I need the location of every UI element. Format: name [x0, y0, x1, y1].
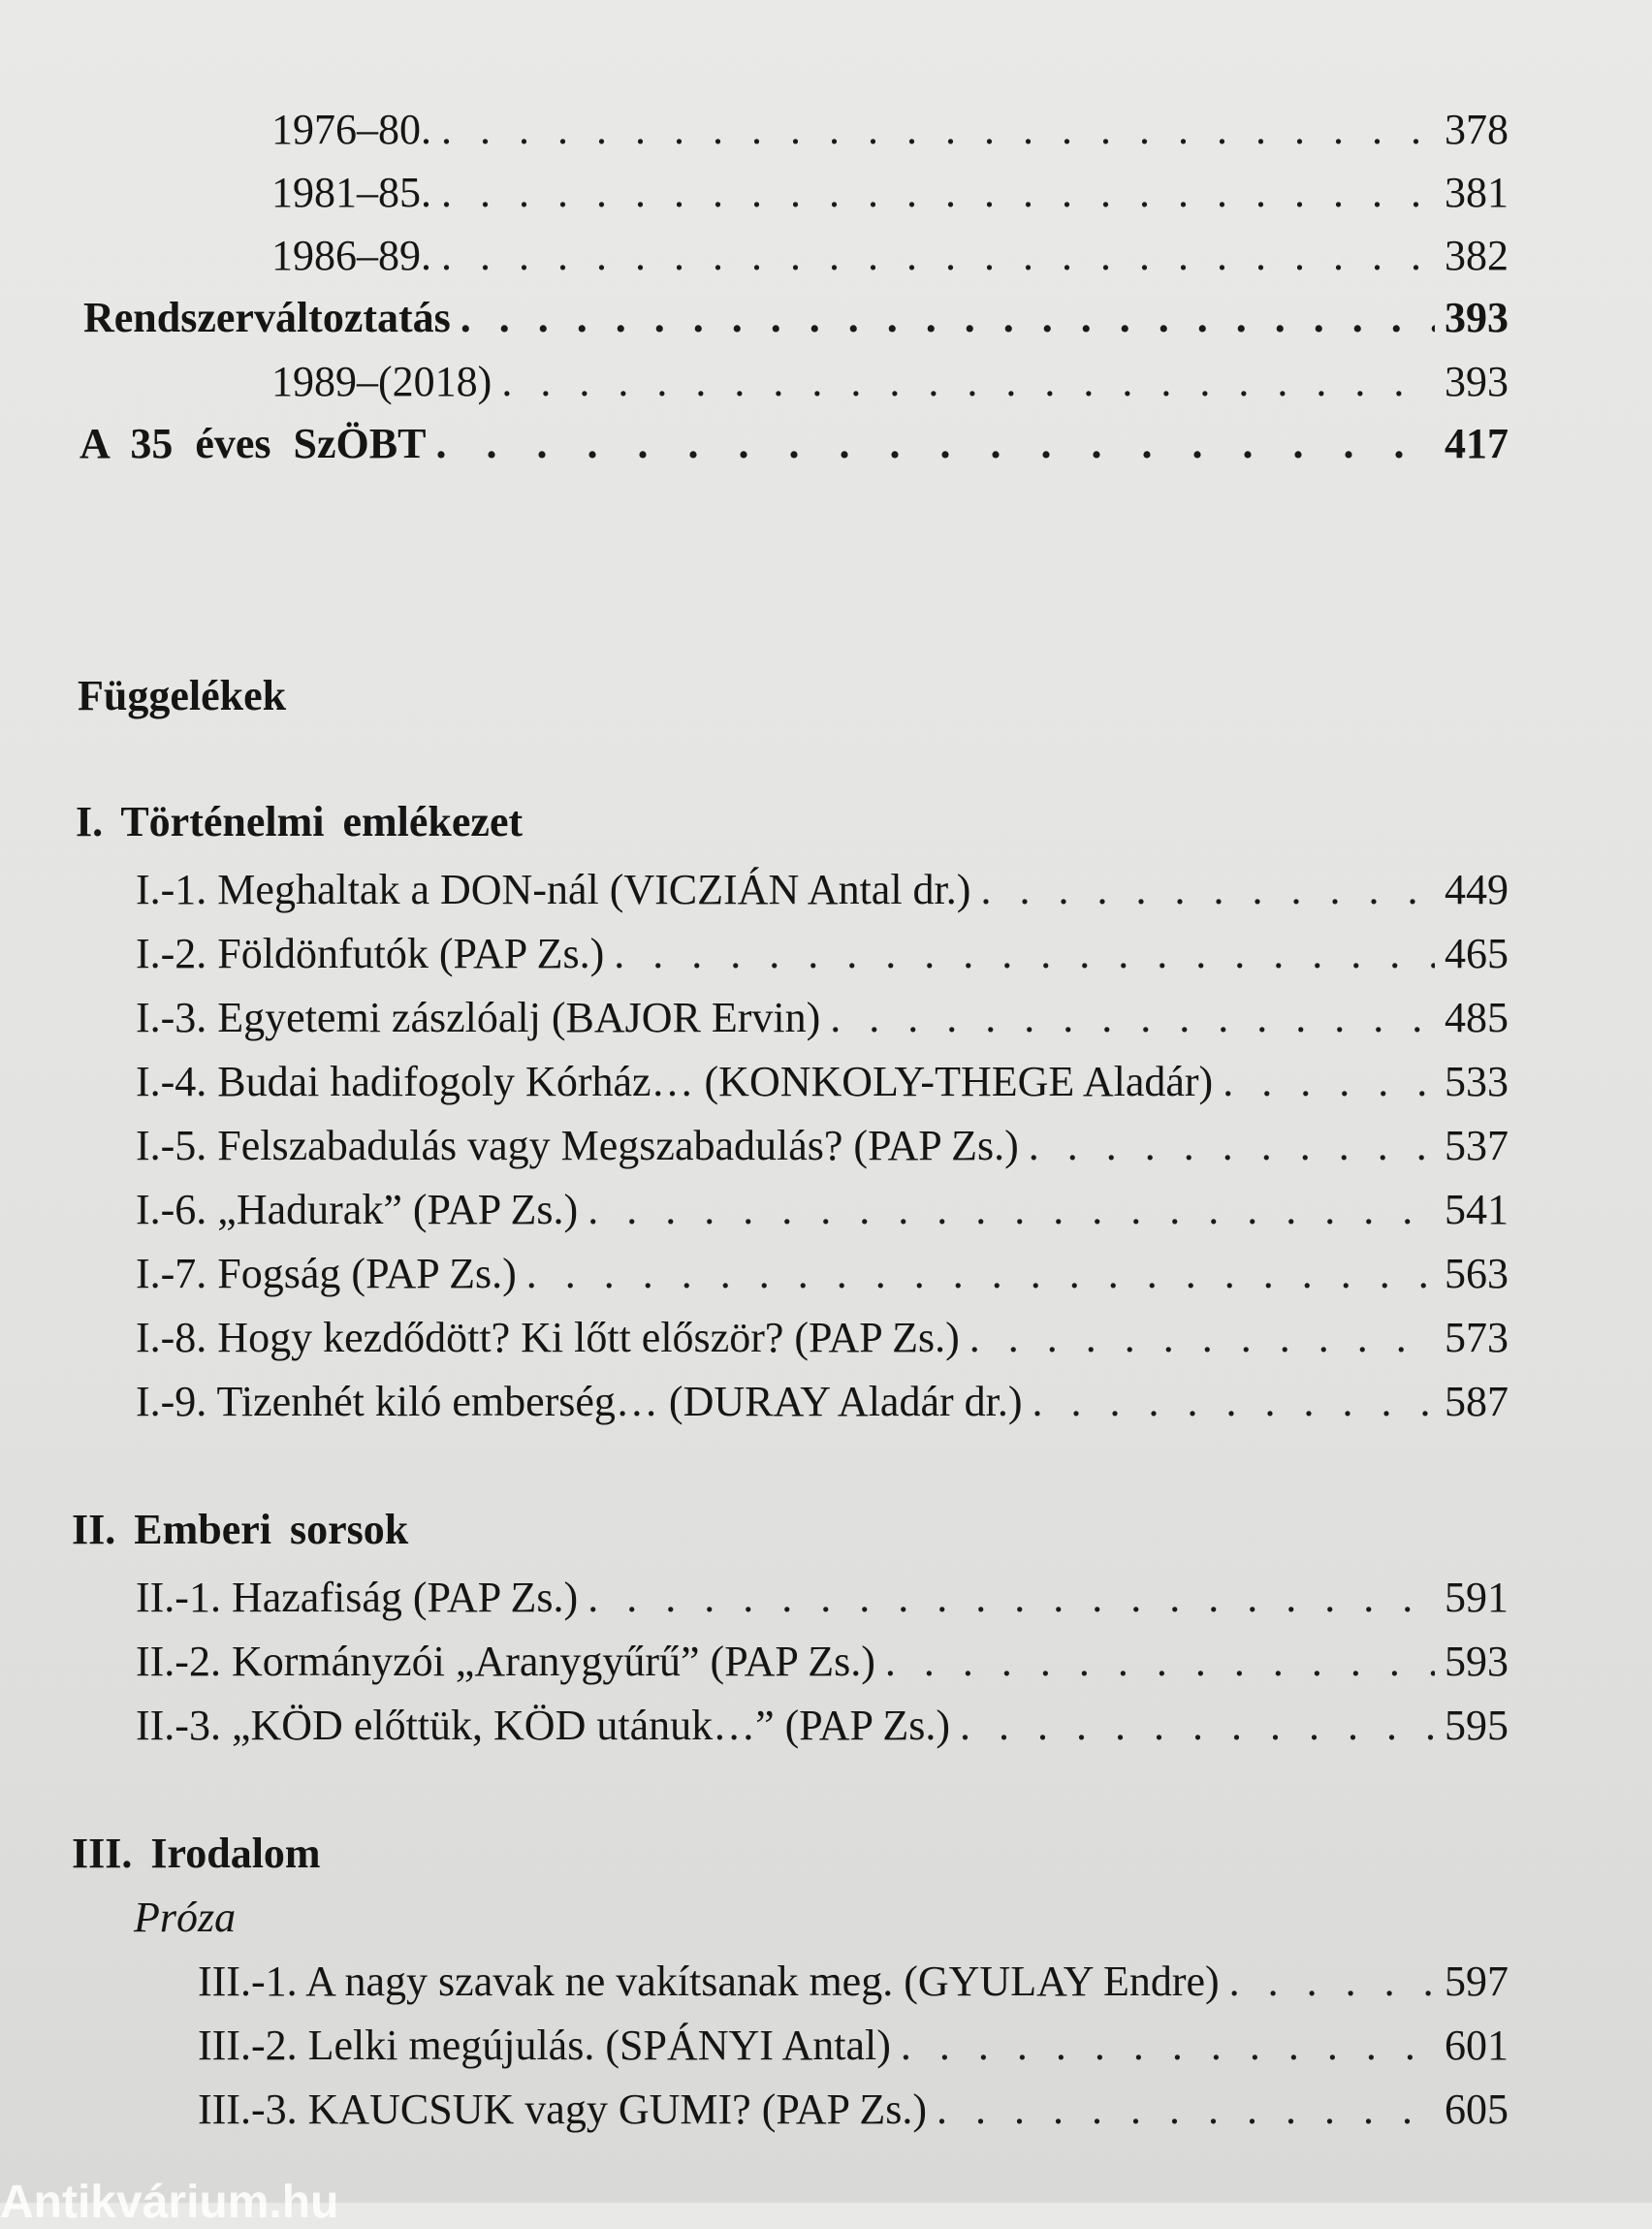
- dot-leader: [937, 2085, 1435, 2134]
- toc-entry: [136, 993, 1509, 1042]
- toc-entry-title: I.-9. Tizenhét kiló emberség… (DURAY Aladár dr.): [136, 1378, 1023, 1425]
- toc-entry-page: 597: [1445, 1958, 1509, 2005]
- toc-entry-page: 573: [1445, 1314, 1509, 1361]
- section-heading: I. Történelmi emlékezet: [76, 798, 524, 845]
- dot-leader: [461, 293, 1435, 342]
- section-heading: II. Emberi sorsok: [72, 1506, 409, 1553]
- toc-entry-title: I.-8. Hogy kezdődött? Ki lőtt először? (PAP Zs.): [136, 1314, 960, 1361]
- dot-leader: [901, 2021, 1435, 2070]
- toc-entry-page: 563: [1445, 1250, 1509, 1297]
- toc-entry-page: 382: [1445, 232, 1509, 279]
- toc-entry: [136, 1701, 1509, 1750]
- toc-entry-page: 381: [1445, 169, 1509, 216]
- toc-entry-title: I.-3. Egyetemi zászlóalj (BAJOR Ervin): [136, 994, 821, 1041]
- dot-leader: [501, 357, 1435, 406]
- toc-entry: [136, 1121, 1509, 1170]
- toc-entry: [271, 168, 1509, 217]
- toc-entry-title: I.-1. Meghaltak a DON-nál (VICZIÁN Antal dr.): [136, 866, 971, 913]
- toc-entry: [271, 357, 1509, 406]
- dot-leader: [441, 105, 1435, 154]
- toc-entry: [136, 929, 1509, 978]
- toc-entry-page: 465: [1445, 930, 1509, 977]
- dot-leader: [980, 865, 1435, 914]
- toc-chapter-entry: [83, 293, 1509, 342]
- toc-entry-title: I.-5. Felszabadulás vagy Megszabadulás? (PAP Zs.): [136, 1122, 1019, 1169]
- toc-entry-title: Rendszerváltoztatás: [83, 294, 451, 341]
- dot-leader: [1223, 1057, 1435, 1106]
- toc-entry-title: A 35 éves SzÖBT: [79, 420, 427, 467]
- dot-leader: [526, 1249, 1435, 1298]
- toc-entry: [198, 2021, 1509, 2070]
- toc-entry-title: 1989–(2018): [271, 358, 492, 405]
- toc-entry-title: II.-1. Hazafiság (PAP Zs.): [136, 1574, 579, 1621]
- dot-leader: [885, 1637, 1435, 1686]
- toc-entry-page: 533: [1445, 1058, 1509, 1105]
- dot-leader: [830, 993, 1435, 1042]
- dot-leader: [435, 419, 1435, 468]
- watermark-logo: Antikvárium.hu: [0, 2177, 339, 2228]
- toc-entry-title: I.-4. Budai hadifogoly Kórház… (KONKOLY-THEGE Aladár): [136, 1058, 1214, 1105]
- section-heading: III. Irodalom: [72, 1830, 321, 1877]
- toc-entry-page: 417: [1445, 420, 1509, 467]
- dot-leader: [960, 1701, 1435, 1750]
- toc-entry: [136, 1057, 1509, 1106]
- toc-entry-page: 605: [1445, 2086, 1509, 2133]
- toc-entry-page: 541: [1445, 1186, 1509, 1233]
- dot-leader: [1032, 1377, 1435, 1426]
- toc-entry-title: II.-3. „KÖD előttük, KÖD utánuk…” (PAP Zs.): [136, 1702, 950, 1749]
- toc-entry-title: I.-2. Földönfutók (PAP Zs.): [136, 930, 605, 977]
- dot-leader: [588, 1185, 1435, 1234]
- toc-entry-title: III.-1. A nagy szavak ne vakítsanak meg. (GYULAY Endre): [198, 1958, 1220, 2005]
- toc-entry-title: 1986–89.: [271, 232, 431, 279]
- toc-entry-page: 393: [1445, 358, 1509, 405]
- toc-entry: [136, 1573, 1509, 1622]
- toc-entry-page: 485: [1445, 994, 1509, 1041]
- toc-entry-page: 587: [1445, 1378, 1509, 1425]
- toc-entry-title: II.-2. Kormányzói „Aranygyűrű” (PAP Zs.): [136, 1638, 875, 1685]
- dot-leader: [614, 929, 1435, 978]
- dot-leader: [588, 1573, 1435, 1622]
- toc-entry: [136, 1637, 1509, 1686]
- toc-entry-title: I.-7. Fogság (PAP Zs.): [136, 1250, 517, 1297]
- toc-entry-page: 591: [1445, 1574, 1509, 1621]
- dot-leader: [1029, 1121, 1435, 1170]
- toc-entry: [271, 105, 1509, 154]
- toc-entry-page: 393: [1445, 294, 1509, 341]
- toc-entry: [136, 1185, 1509, 1234]
- toc-entry-page: 601: [1445, 2022, 1509, 2069]
- toc-entry: [136, 1377, 1509, 1426]
- toc-entry: [198, 1957, 1509, 2006]
- toc-entry-page: 595: [1445, 1702, 1509, 1749]
- toc-entry: [198, 2085, 1509, 2134]
- toc-entry: [136, 1313, 1509, 1362]
- toc-entry-title: 1981–85.: [271, 169, 431, 216]
- dot-leader: [1229, 1957, 1435, 2006]
- dot-leader: [441, 168, 1435, 217]
- dot-leader: [441, 231, 1435, 280]
- toc-chapter-entry: [79, 419, 1509, 468]
- toc-entry-page: 449: [1445, 866, 1509, 913]
- toc-entry-title: III.-2. Lelki megújulás. (SPÁNYI Antal): [198, 2022, 891, 2069]
- toc-entry-page: 593: [1445, 1638, 1509, 1685]
- toc-entry: [271, 231, 1509, 280]
- appendix-heading: Függelékek: [78, 672, 287, 719]
- toc-entry-title: 1976–80.: [271, 106, 431, 153]
- toc-entry-page: 378: [1445, 106, 1509, 153]
- subsection-heading: Próza: [134, 1894, 237, 1941]
- toc-entry: [136, 865, 1509, 914]
- toc-entry-title: I.-6. „Hadurak” (PAP Zs.): [136, 1186, 579, 1233]
- toc-entry-page: 537: [1445, 1122, 1509, 1169]
- toc-entry-title: III.-3. KAUCSUK vagy GUMI? (PAP Zs.): [198, 2086, 928, 2133]
- toc-entry: [136, 1249, 1509, 1298]
- dot-leader: [969, 1313, 1435, 1362]
